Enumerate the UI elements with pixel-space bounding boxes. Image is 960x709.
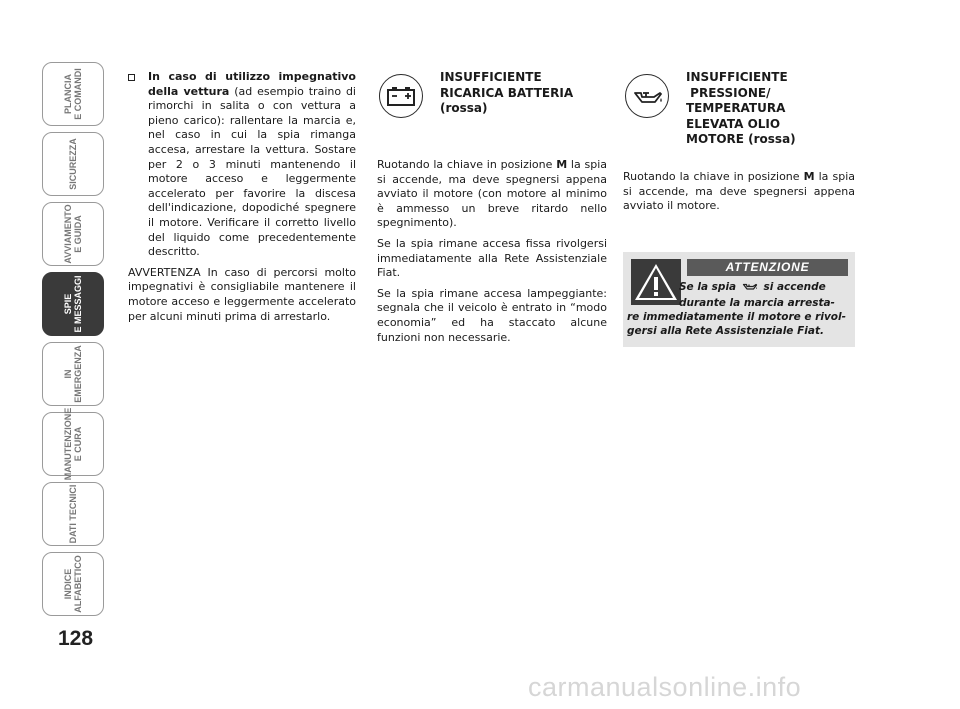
tab-label: IN EMERGENZA — [63, 345, 83, 403]
battery-icon — [379, 74, 423, 118]
text-fragment: Ruotando la chiave in posizione — [377, 158, 557, 171]
attenzione-title: ATTENZIONE — [687, 259, 848, 276]
tab-label: PLANCIA E COMANDI — [63, 68, 83, 120]
battery-heading: INSUFFICIENTE RICARICA BATTERIA (rossa) — [440, 70, 574, 115]
oil-warning-header — [623, 70, 855, 162]
bullet-paragraph — [128, 70, 356, 260]
column-2 — [377, 70, 607, 351]
warning-line-3: re immediatamente il motore e rivol- — [627, 311, 846, 323]
tab-in-emergenza[interactable] — [42, 342, 104, 406]
battery-paragraph-3: Se la spia rimane accesa lampeggiante: segnala che il veicolo è entrato in “modo economia” ed ha staccato alcune funzioni non necessarie. — [377, 286, 607, 344]
tab-label: SICUREZZA — [68, 138, 78, 190]
oil-can-icon — [625, 74, 669, 118]
watermark: carmanualsonline.info — [528, 672, 802, 702]
oil-can-icon — [740, 280, 760, 296]
warning-text — [627, 280, 851, 338]
text-fragment: la spia si accende, ma deve spegnersi appena avviato il motore (con motore al minimo è ammesso un breve ritardo nello spegnimento). — [377, 158, 607, 230]
bullet-bold-lead: In caso di utilizzo impegnativo della vettura — [148, 70, 356, 98]
text-fragment: si accende — [759, 281, 826, 293]
tab-manutenzione-e-cura[interactable] — [42, 407, 104, 481]
oil-heading: INSUFFICIENTE PRESSIONE/ TEMPERATURA ELEVATA OLIO MOTORE (rossa) — [686, 70, 796, 146]
warning-line-4: gersi alla Rete Assistenziale Fiat. — [627, 325, 824, 337]
tab-dati-tecnici[interactable] — [42, 482, 104, 546]
column-3 — [623, 70, 855, 220]
warning-line-1 — [627, 280, 851, 296]
tab-label: MANUTENZIONE E CURA — [63, 407, 83, 481]
tab-label: INDICE ALFABETICO — [63, 555, 83, 613]
warning-line-2: durante la marcia arresta- — [679, 297, 835, 309]
column-1 — [128, 70, 356, 330]
battery-warning-header — [377, 70, 607, 150]
text-fragment: Ruotando la chiave in posizione — [623, 170, 804, 183]
tab-label: SPIE E MESSAGGI — [63, 275, 83, 333]
key-position: M — [556, 158, 568, 171]
tab-indice-alfabetico[interactable] — [42, 552, 104, 616]
avvertenza-paragraph: AVVERTENZA In caso di percorsi molto impegnativi è consigliabile mantenere il motore acceso e leggermente accelerato per alcuni minuti prima di arrestarlo. — [128, 265, 356, 323]
text-fragment: la spia si accende, ma deve spegnersi appena avviato il motore. — [623, 170, 855, 213]
bullet-text: (ad esempio traino di rimorchi in salita o con vettura a pieno carico): rallentare la marcia e, nel caso in cui la spia rimanga accesa, arrestare la vettura. Sostare per 2 o 3 minuti mantenendo il motore acceso e leggermente accelerato per favorire la discesa dell'indicazione, dopodiché spegnere il motore. Verificare il corretto livello del liquido come precedentemente descritto. — [148, 84, 356, 259]
page-number: 128 — [58, 627, 94, 650]
tab-plancia-e-comandi[interactable] — [42, 62, 104, 126]
bullet-square-icon — [128, 74, 135, 81]
tab-label: AVVIAMENTO E GUIDA — [63, 204, 83, 264]
attenzione-warning-box — [623, 252, 855, 347]
tab-avviamento-e-guida[interactable] — [42, 202, 104, 266]
key-position: M — [803, 170, 815, 183]
section-tabs — [42, 62, 106, 622]
tab-spie-e-messaggi[interactable] — [42, 272, 104, 336]
text-fragment: Se la spia — [679, 281, 740, 293]
battery-paragraph-1 — [377, 158, 607, 231]
battery-paragraph-2: Se la spia rimane accesa fissa rivolgersi immediatamente alla Rete Assistenziale Fiat. — [377, 236, 607, 280]
oil-paragraph-1 — [623, 170, 855, 214]
tab-sicurezza[interactable] — [42, 132, 104, 196]
tab-label: DATI TECNICI — [68, 484, 78, 544]
